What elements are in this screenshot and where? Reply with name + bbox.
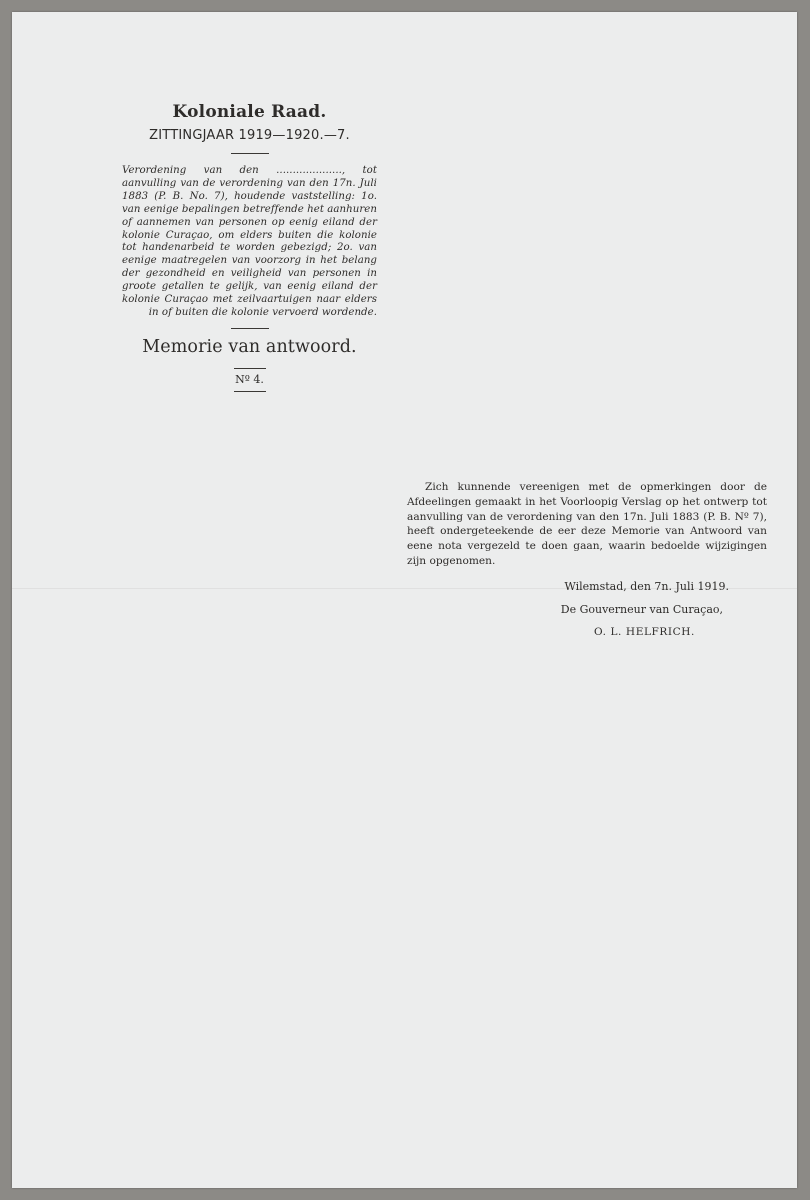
letter-body: Zich kunnende vereenigen met de opmerkingen door de Afdeelingen gemaakt in het Voorloopig Verslag op het ontwerp tot aanvulling van de verordening van den 17n. Juli 1883 (P. B. Nº 7), heeft ondergeteekende de eer deze Memorie van Antwoord van eene nota vergezeld te doen gaan, waarin bedoelde wijzigingen zijn opgenomen. — [407, 481, 767, 567]
divider-rule — [231, 328, 269, 329]
council-title: Koloniale Raad. — [172, 102, 327, 122]
signatory-name: O. L. HELFRICH. — [594, 625, 695, 638]
divider-rule — [231, 153, 269, 154]
signatory-role: De Gouverneur van Curaçao, — [560, 602, 723, 616]
divider-rule — [234, 368, 266, 369]
ordinance-description: Verordening van den ...................., tot aanvulling van de verordening van den 17n. Juli 1883 (P. B. No. 7), houdende vaststelling: 1o. van eenige bepalingen betreffende het aanhuren of aannemen van personen op eenig eiland der kolonie Curaçao, om elders buiten die kolonie tot handenarbeid te worden gebezigd; 2o. van eenige maatregelen van voorzorg in het belang der gezondheid en veiligheid van personen in groote getallen te gelijk, van eenig eiland der kolonie Curaçao met zeilvaartuigen naar elders in of buiten die kolonie vervoerd wordende. — [122, 165, 377, 318]
document-header — [122, 102, 377, 392]
memorie-heading: Memorie van antwoord. — [142, 336, 357, 357]
document-number: Nº 4. — [235, 372, 264, 386]
place-date: Wilemstad, den 7n. Juli 1919. — [564, 579, 729, 593]
divider-rule — [234, 391, 266, 392]
letter-block — [407, 480, 767, 638]
document-page — [12, 12, 797, 1188]
session-year: ZITTINGJAAR 1919—1920.—7. — [149, 128, 350, 143]
